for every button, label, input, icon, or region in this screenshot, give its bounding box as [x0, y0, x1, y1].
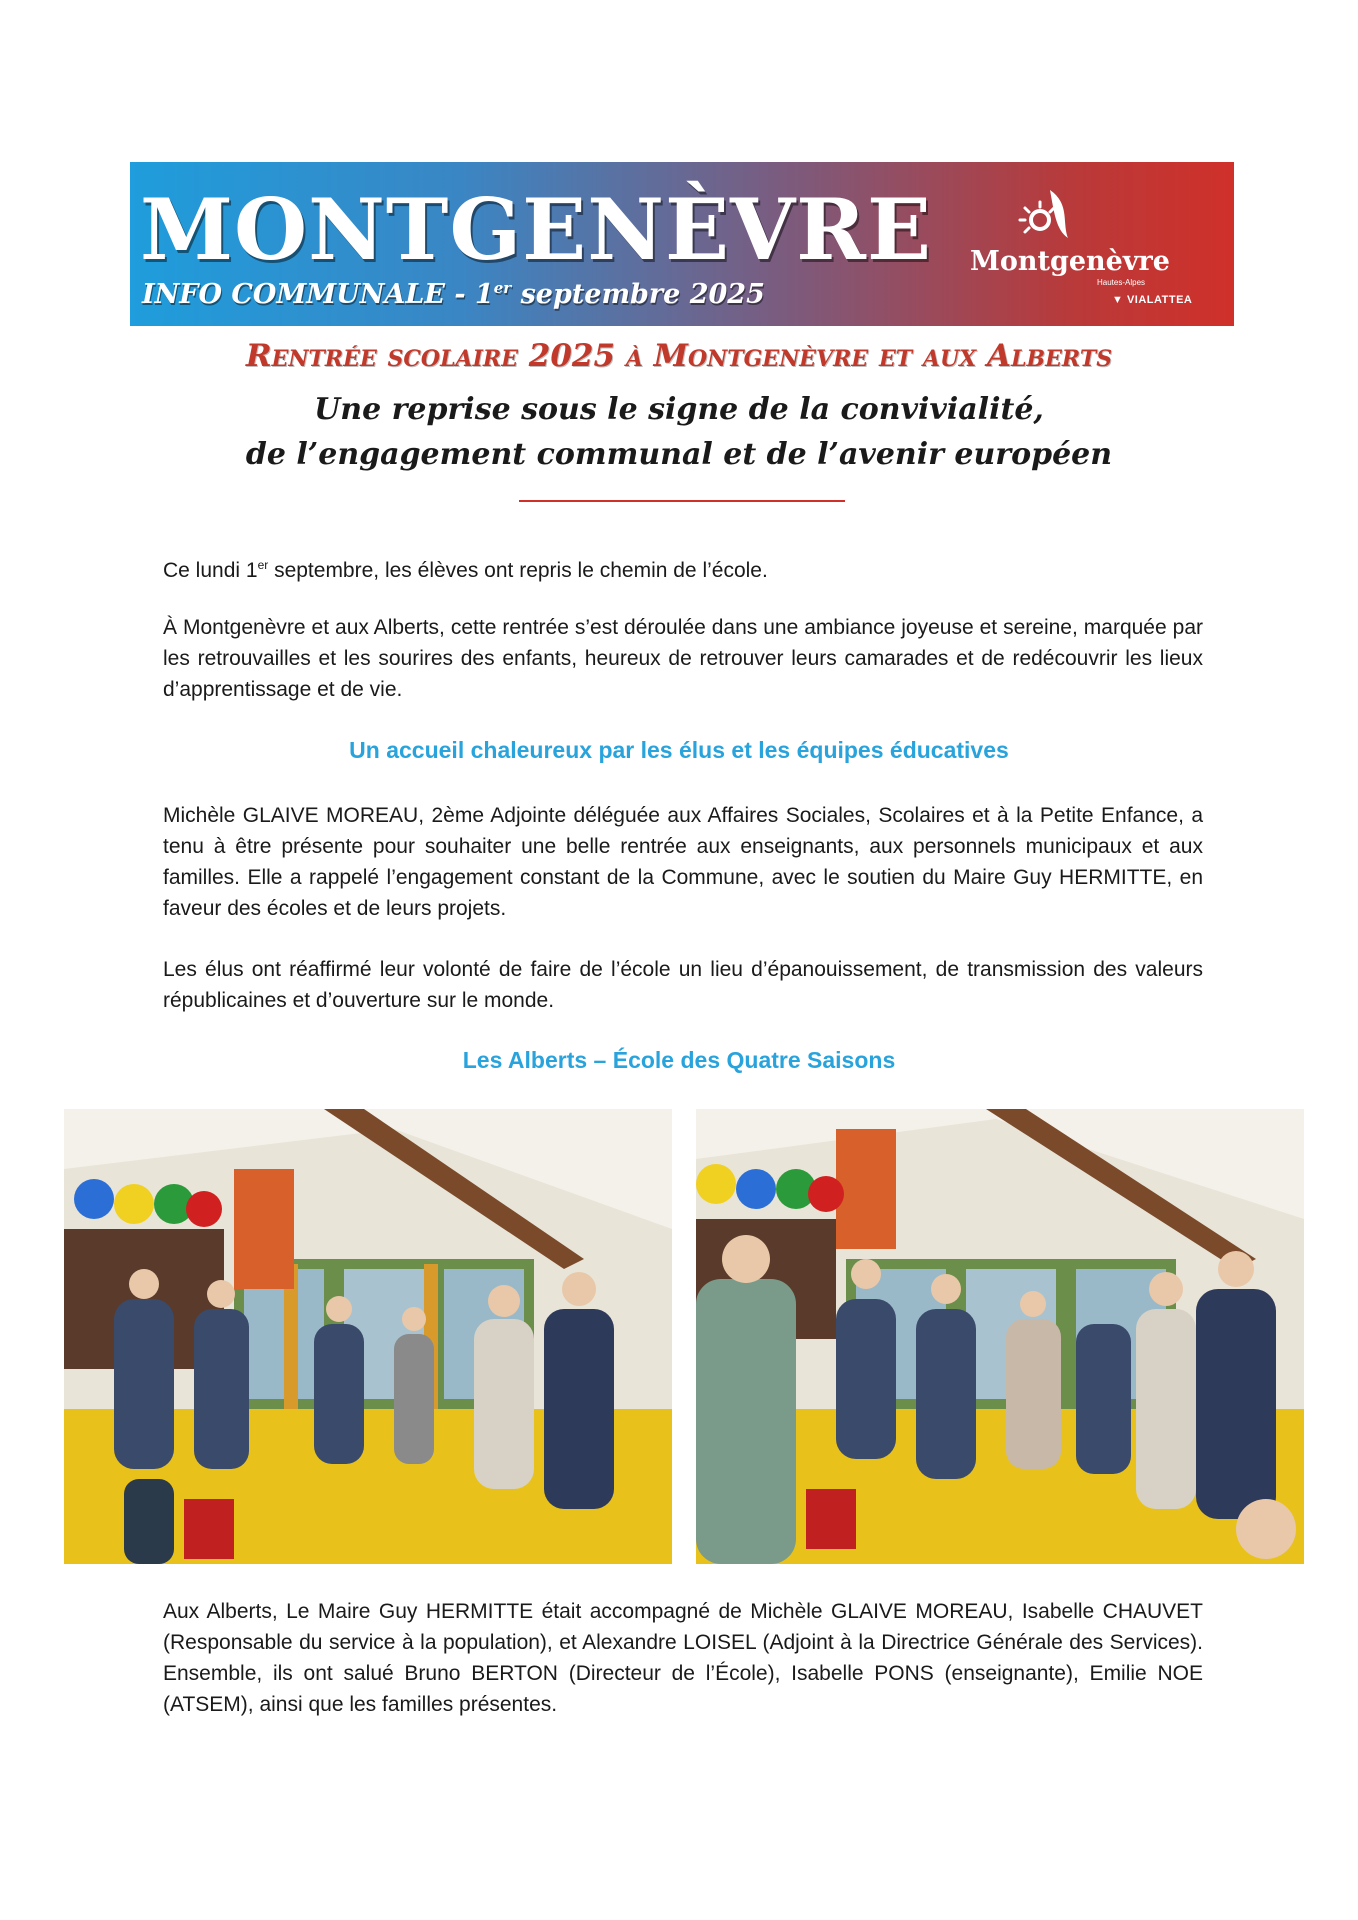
paragraph-alberts: Aux Alberts, Le Maire Guy HERMITTE était accompagné de Michèle GLAIVE MOREAU, Isabelle CHAUVET (Responsable du service à la population), et Alexandre LOISEL (Adjoint à la Directrice Générale des Services). Ensemble, ils ont salué Bruno BERTON (Directeur de l’École), Isabelle PONS (enseignante), Emilie NOE (ATSEM), ainsi que les familles présentes. — [163, 1600, 1203, 1716]
section-title-accueil: Un accueil chaleureux par les élus et les équipes éducatives — [349, 737, 1009, 763]
logo-region: Hautes-Alpes — [1097, 278, 1146, 287]
subhead-line-2: de l’engagement communal et de l’avenir européen — [245, 437, 1113, 472]
divider — [519, 500, 845, 502]
sun-mountain-icon — [970, 182, 1200, 252]
section-title-alberts: Les Alberts – École des Quatre Saisons — [462, 1047, 896, 1073]
header-banner — [130, 162, 1234, 326]
banner-title: MONTGENÈVRE — [140, 180, 933, 279]
banner-subtitle: INFO COMMUNALE - 1er septembre 2025 — [142, 279, 765, 310]
logo-text: Montgenèvre — [970, 246, 1170, 277]
headline-rentree: Rentrée scolaire 2025 à Montgenèvre et aux Alberts — [245, 338, 1113, 374]
paragraph-elus: Les élus ont réaffirmé leur volonté de faire de l’école un lieu d’épanouissement, de transmission des valeurs républicaines et d’ouverture sur le monde. — [163, 958, 1203, 1012]
paragraph-adjointe: Michèle GLAIVE MOREAU, 2ème Adjointe déléguée aux Affaires Sociales, Scolaires et à la Petite Enfance, a tenu à être présente pour souhaiter une belle rentrée aux enseignants, aux personnels municipaux et aux familles. Elle a rappelé l’engagement constant de la Commune, avec le soutien du Maire Guy HERMITTE, en faveur des écoles et de leurs projets. — [163, 804, 1203, 920]
subhead-line-1: Une reprise sous le signe de la convivialité, — [314, 392, 1044, 427]
intro-paragraph: Ce lundi 1er septembre, les élèves ont repris le chemin de l’école. — [163, 558, 768, 582]
montgenevre-logo — [970, 182, 1200, 312]
paragraph-ambiance: À Montgenèvre et aux Alberts, cette rentrée s’est déroulée dans une ambiance joyeuse et sereine, marquée par les retrouvailles et les sourires des enfants, heureux de retrouver leurs camarades et de redécouvrir les lieux d’apprentissage et de vie. — [163, 616, 1203, 701]
photo-classroom-2 — [696, 1109, 1304, 1564]
photo-classroom-1 — [64, 1109, 672, 1564]
partner-logo: ▼ VIALATTEA — [1112, 294, 1193, 306]
